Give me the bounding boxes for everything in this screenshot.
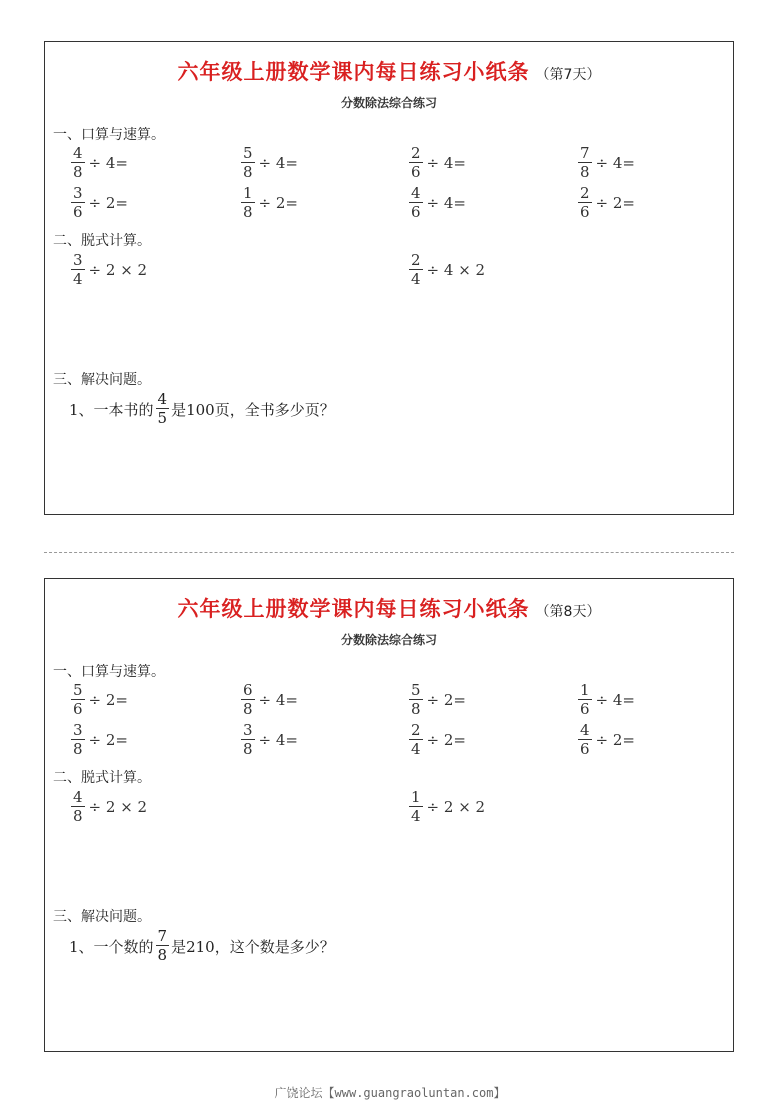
day-label: （第7天）	[535, 67, 601, 83]
fraction: $\frac{1}{6}$	[580, 681, 590, 718]
mental-item: $\frac{4}{8}$ ÷ 4=	[73, 144, 128, 181]
mental-item: $\frac{2}{6}$ ÷ 2=	[580, 184, 635, 221]
calc-item: $\frac{3}{4}$ ÷ 2 × 2	[73, 251, 148, 288]
fraction: $\frac{3}{6}$	[73, 184, 83, 221]
mental-item: $\frac{7}{8}$ ÷ 4=	[580, 144, 635, 181]
fraction: $\frac{6}{8}$	[243, 681, 253, 718]
worksheet-subtitle: 分数除法综合练习	[340, 633, 437, 647]
fraction: $\frac{5}{6}$	[73, 681, 83, 718]
section-step-calc: 二、脱式计算。	[53, 233, 151, 249]
fraction: $\frac{4}{6}$	[580, 721, 590, 758]
mental-item: $\frac{5}{6}$ ÷ 2=	[73, 681, 128, 718]
section-word-problem: 三、解决问题。	[53, 909, 151, 925]
fraction: $\frac{3}{8}$	[73, 721, 83, 758]
worksheet-subtitle: 分数除法综合练习	[340, 96, 437, 110]
worksheet-day-8	[44, 578, 734, 1052]
fraction: $\frac{2}{6}$	[411, 144, 421, 181]
mental-item: $\frac{3}{8}$ ÷ 4=	[243, 721, 298, 758]
mental-item: $\frac{4}{6}$ ÷ 4=	[411, 184, 466, 221]
mental-item: $\frac{2}{6}$ ÷ 4=	[411, 144, 466, 181]
mental-item: $\frac{5}{8}$ ÷ 2=	[411, 681, 466, 718]
section-mental-math: 一、口算与速算。	[53, 664, 165, 680]
footer-watermark: 广饶论坛【www.guangraoluntan.com】	[274, 1086, 506, 1100]
mental-item: $\frac{6}{8}$ ÷ 4=	[243, 681, 298, 718]
fraction: $\frac{2}{4}$	[411, 721, 421, 758]
section-word-problem: 三、解决问题。	[53, 372, 151, 388]
worksheet-title: 六年级上册数学课内每日练习小纸条 （第7天）	[177, 60, 601, 84]
fraction: $\frac{2}{4}$	[411, 251, 421, 288]
day-label: （第8天）	[535, 604, 601, 620]
mental-item: $\frac{1}{8}$ ÷ 2=	[243, 184, 298, 221]
fraction: $\frac{7}{8}$	[157, 927, 168, 964]
calc-item: $\frac{2}{4}$ ÷ 4 × 2	[411, 251, 486, 288]
section-mental-math: 一、口算与速算。	[53, 127, 165, 143]
fraction: $\frac{5}{8}$	[243, 144, 253, 181]
fraction: $\frac{4}{6}$	[411, 184, 421, 221]
worksheet-day-7	[44, 41, 734, 515]
calc-item: $\frac{1}{4}$ ÷ 2 × 2	[411, 788, 486, 825]
mental-item: $\frac{3}{6}$ ÷ 2=	[73, 184, 128, 221]
fraction: $\frac{4}{5}$	[157, 390, 168, 427]
calc-item: $\frac{4}{8}$ ÷ 2 × 2	[73, 788, 148, 825]
section-step-calc: 二、脱式计算。	[53, 770, 151, 786]
fraction: $\frac{4}{8}$	[73, 144, 83, 181]
fraction: $\frac{7}{8}$	[580, 144, 590, 181]
mental-item: $\frac{3}{8}$ ÷ 2=	[73, 721, 128, 758]
word-problem: 1、一个数的 $\frac{7}{8}$ 是210，这个数是多少？	[69, 927, 335, 964]
fraction: $\frac{5}{8}$	[411, 681, 421, 718]
fraction: $\frac{4}{8}$	[73, 788, 83, 825]
worksheet-title: 六年级上册数学课内每日练习小纸条 （第8天）	[177, 597, 601, 621]
fraction: $\frac{2}{6}$	[580, 184, 590, 221]
mental-item: $\frac{2}{4}$ ÷ 2=	[411, 721, 466, 758]
cut-line	[44, 552, 734, 553]
mental-item: $\frac{5}{8}$ ÷ 4=	[243, 144, 298, 181]
mental-item: $\frac{4}{6}$ ÷ 2=	[580, 721, 635, 758]
fraction: $\frac{3}{4}$	[73, 251, 83, 288]
word-problem: 1、一本书的 $\frac{4}{5}$ 是100页，全书多少页？	[69, 390, 335, 427]
fraction: $\frac{1}{4}$	[411, 788, 421, 825]
mental-item: $\frac{1}{6}$ ÷ 4=	[580, 681, 635, 718]
fraction: $\frac{1}{8}$	[243, 184, 253, 221]
fraction: $\frac{3}{8}$	[243, 721, 253, 758]
